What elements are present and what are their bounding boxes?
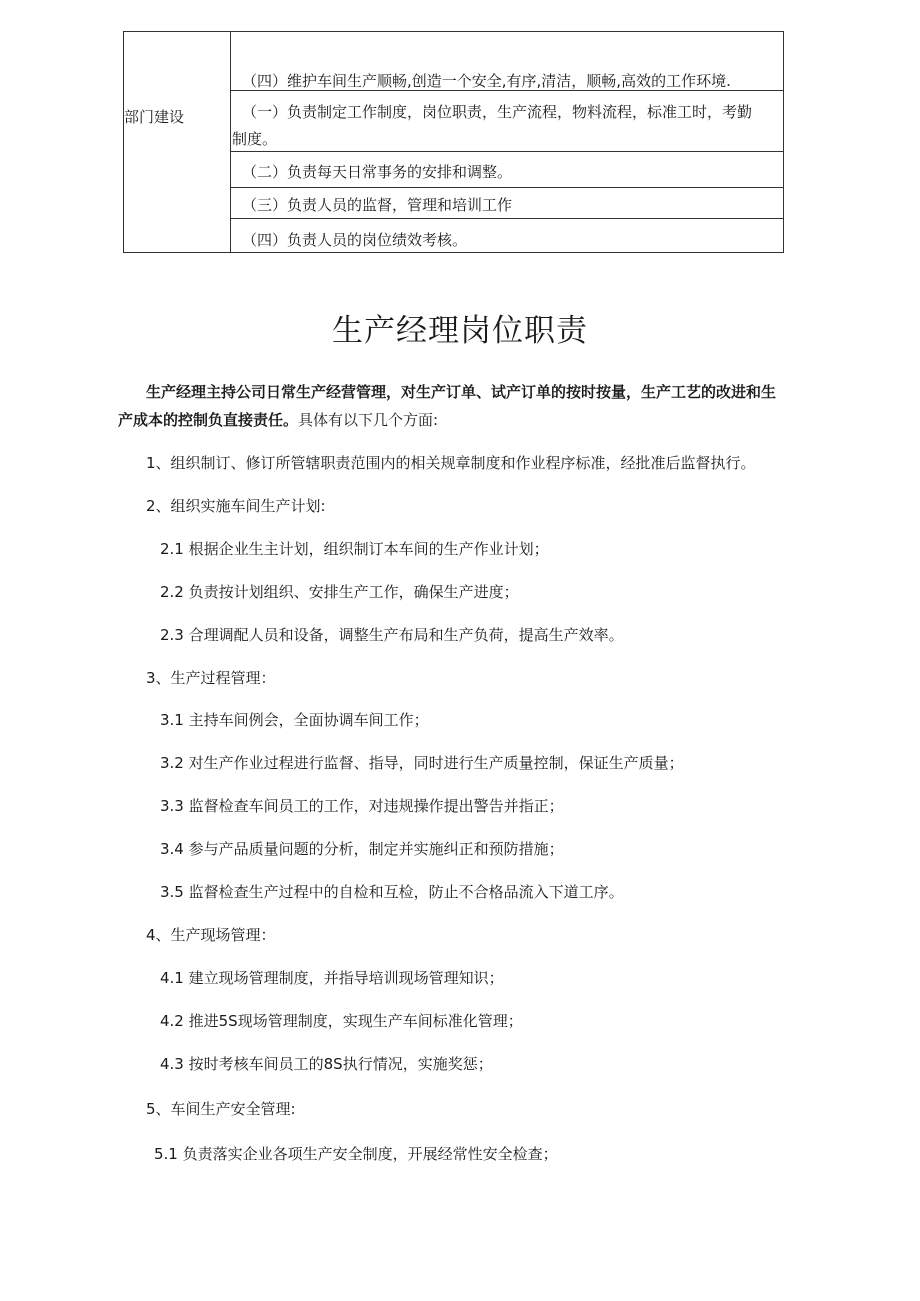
table-row-divider	[230, 218, 783, 219]
list-item: 5、车间生产安全管理:	[146, 1100, 296, 1118]
responsibility-table	[123, 31, 784, 253]
table-left-label: 部门建设	[124, 108, 185, 126]
list-item: 3.1 主持车间例会，全面协调车间工作；	[160, 711, 429, 729]
list-item: 4.3 按时考核车间员工的8S执行情况，实施奖惩；	[160, 1055, 493, 1073]
list-item: 3.3 监督检查车间员工的工作，对违规操作提出警告并指正；	[160, 797, 564, 815]
list-item: 2、组织实施车间生产计划:	[146, 497, 326, 515]
list-item: 4.1 建立现场管理制度，并指导培训现场管理知识；	[160, 969, 504, 987]
table-cell: 制度。	[232, 130, 278, 148]
table-cell: （四）负责人员的岗位绩效考核。	[242, 231, 468, 249]
intro-bold-text: 生产经理主持公司日常生产经营管理，对生产订单、试产订单的按时按量，生产工艺的改进和生产成本的控制负直接责任。	[118, 383, 777, 429]
table-cell: （一）负责制定工作制度，岗位职责，生产流程，物料流程，标准工时，考勤	[242, 103, 753, 121]
table-row-divider	[230, 187, 783, 188]
list-item: 1、组织制订、修订所管辖职责范围内的相关规章制度和作业程序标准，经批准后监督执行。	[146, 454, 756, 472]
list-item: 3.5 监督检查生产过程中的自检和互检，防止不合格品流入下道工序。	[160, 883, 624, 901]
table-cell: （二）负责每天日常事务的安排和调整。	[242, 163, 513, 181]
list-item: 3.2 对生产作业过程进行监督、指导，同时进行生产质量控制，保证生产质量；	[160, 754, 684, 772]
list-item: 4、生产现场管理：	[146, 926, 276, 944]
intro-normal-text: 具体有以下几个方面:	[298, 411, 439, 429]
list-item: 2.3 合理调配人员和设备，调整生产布局和生产负荷，提高生产效率。	[160, 626, 624, 644]
list-item: 2.2 负责按计划组织、安排生产工作，确保生产进度；	[160, 583, 519, 601]
list-item: 2.1 根据企业生主计划，组织制订本车间的生产作业计划；	[160, 540, 549, 558]
list-item: 3、生产过程管理：	[146, 669, 276, 687]
list-item: 3.4 参与产品质量问题的分析，制定并实施纠正和预防措施；	[160, 840, 564, 858]
page-title: 生产经理岗位职责	[332, 313, 588, 349]
list-item: 4.2 推进5S现场管理制度，实现生产车间标准化管理；	[160, 1012, 523, 1030]
table-cell: （四）维护车间生产顺畅,创造一个安全,有序,清洁，顺畅,高效的工作环境.	[242, 72, 731, 90]
table-cell: （三）负责人员的监督，管理和培训工作	[242, 196, 513, 214]
list-item: 5.1 负责落实企业各项生产安全制度，开展经常性安全检查；	[154, 1145, 558, 1163]
table-column-divider	[230, 32, 231, 252]
intro-paragraph	[118, 378, 790, 434]
table-row-divider	[230, 151, 783, 152]
